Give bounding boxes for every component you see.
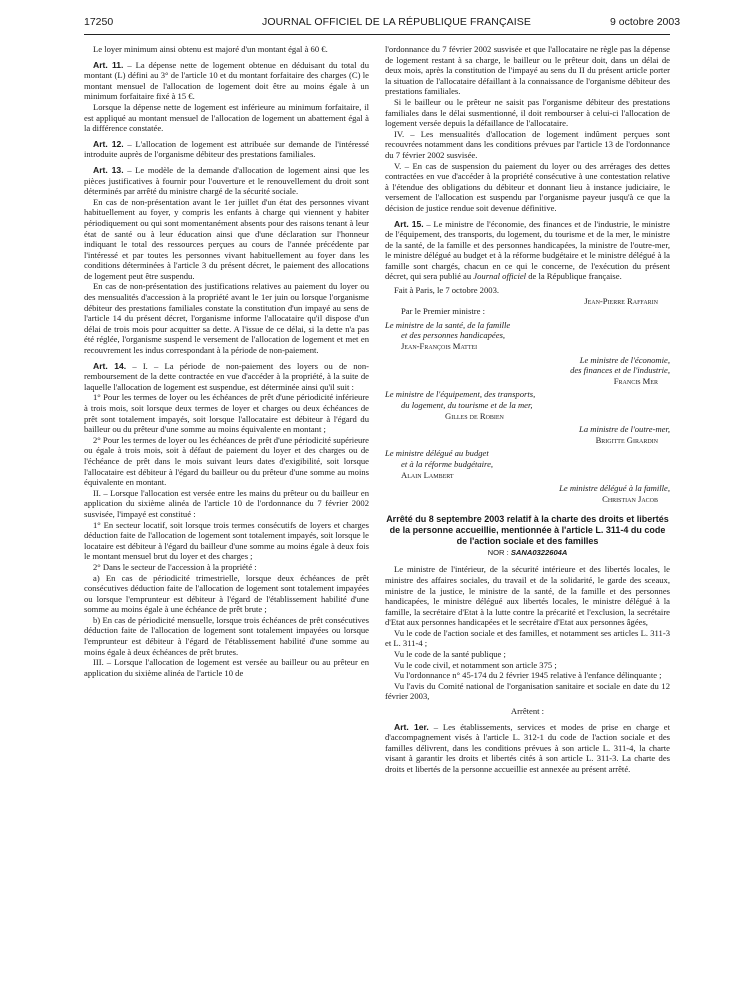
nor-reference xyxy=(385,548,670,559)
paragraph: Vu le code de l'action sociale et des familles, et notamment ses articles L. 311-3 et L. 311-4 ; xyxy=(385,627,670,649)
journal-reference: Journal officiel xyxy=(473,271,527,282)
paragraph: 2° Pour les termes de loyer ou les échéances de prêt d'une périodicité supérieure ou égale à trois mois, soit à défaut de paiement du loyer et des charges ou de l'échéance de prêt dans le mois suivant leurs dates d'exigibilité, soit lorsque l'allocataire est débiteur à l'égard du bailleur ou du prêteur d'une somme au moins équivalente en montant. xyxy=(84,434,369,488)
paragraph: Le loyer minimum ainsi obtenu est majoré d'un montant égal à 60 €. xyxy=(93,44,328,54)
paragraph: III. – Lorsque l'allocation de logement est versée au bailleur ou au prêteur en application du sixième alinéa de l'article 10 de xyxy=(84,657,369,678)
right-column xyxy=(385,44,670,984)
paragraph: 2° Dans le secteur de l'accession à la propriété : xyxy=(93,561,257,572)
article-14 xyxy=(84,361,369,393)
signature-block-equipement xyxy=(385,389,670,421)
signature-name: Francis Mer xyxy=(613,375,658,386)
article-label: Art. 14. xyxy=(93,360,127,371)
paragraph: a) En cas de périodicité trimestrielle, lorsque deux échéances de prêt consécutives déduction faite de l'allocation de logement sont totalement impayées ou lorsque l'emprunteur est débiteur à l'égard de l'établissement habilité d'une somme au moins égale à une échéance de prêt brute ; xyxy=(84,572,369,615)
signature-name: Alain Lambert xyxy=(401,469,454,480)
signature-role: Le ministre de l'économie, xyxy=(579,354,670,365)
signature-block-economie xyxy=(385,355,670,387)
article-text: – Le ministre de l'économie, des finances et de l'industrie, le ministre de l'équipement, des transports, du logement, du tourisme et de la mer, le ministre de la santé, de la famille et des personnes handicapées, la ministre de l'outre-mer, le ministre délégué au budget et à la réforme budgétaire et le ministre délégué à la famille sont chargés, chacun en ce qui le concerne, de l'exécution du présent décret, qui sera publié au xyxy=(385,218,670,282)
signature-name: Brigitte Girardin xyxy=(595,434,658,445)
paragraph: Vu le code civil, et notamment son article 375 ; xyxy=(394,659,557,670)
signature-role: Le ministre délégué au budget xyxy=(385,448,489,459)
paragraph: b) En cas de périodicité mensuelle, lorsque trois échéances de prêt consécutives déduction faite de l'allocation de logement sont totalement impayées ou lorsque l'emprunteur est débiteur à l'égard de l'établissement habilité d'une somme au moins égale à deux échéances de prêt brutes. xyxy=(84,614,369,657)
paragraph: 1° Pour les termes de loyer ou les échéances de prêt d'une périodicité inférieure à trois mois, soit lorsque deux termes de loyer et charges ou deux échéances de prêt sont totalement impayés, soit lorsque l'allocataire est débiteur à l'égard du bailleur ou du prêteur d'une somme au moins équivalente en montant ; xyxy=(84,392,369,435)
paragraph: Le ministre de l'intérieur, de la sécurité intérieure et des libertés locales, le ministre des affaires sociales, du travail et de la solidarité, le garde des sceaux, ministre de la justice, le ministre de la santé, de la famille et des personnes handicapées, le ministre délégué aux libertés locales, le ministre délégué à la famille, la secrétaire d'Etat à la lutte contre la précarité et l'exclusion, la secrétaire d'Etat aux personnes handicapées et le secrétaire d'Etat aux personnes âgées, xyxy=(385,564,670,628)
article-13 xyxy=(84,165,369,197)
signature-block-famille xyxy=(385,483,670,504)
paragraph: l'ordonnance du 7 février 2002 susvisée et que l'allocataire ne règle pas la dépense de logement restant à sa charge, le bailleur ou le prêteur doit, dans un délai de deux mois, après la constitution de l'impayé au sens du II du présent article porter la situation de l'allocataire défaillant à la connaissance de l'organisme débiteur des prestations familiales. xyxy=(385,44,670,97)
article-label: Art. 12. xyxy=(93,138,124,149)
header-rule xyxy=(84,34,670,35)
article-label: Art. 1er. xyxy=(394,721,429,732)
signature-role: des finances et de l'industrie, xyxy=(570,365,670,376)
nor-code: SANA0322604A xyxy=(510,547,568,557)
paragraph: Lorsque la dépense nette de logement est inférieure au minimum forfaitaire, il est appliqué au montant mensuel de l'allocation de logement un abattement égal à la différence constatée. xyxy=(84,101,369,134)
article-text: – La dépense nette de logement obtenue en déduisant du total du montant (L) défini au 3° de l'article 10 et du montant forfaitaire des charges (C) le montant mensuel de l'allocation de logement doit être au moins égale à un minimum forfaitaire fixé à 15 €. xyxy=(84,59,369,102)
arretent-heading: Arrêtent : xyxy=(510,706,545,717)
left-column xyxy=(84,44,369,984)
article-text: – Les établissements, services et modes de prise en charge et d'accompagnement visés à l'article L. 312-1 du code de l'action sociale et des familles délivrent, dans les conditions prévues à son article L. 311-4, la charte visant à garantir les droits et libertés cités à son article L. 311-3. La charte des droits et libertés de la personne accueillie est annexée au présent arrêté. xyxy=(385,721,670,775)
article-label: Art. 13. xyxy=(93,164,124,175)
signature-block-outre-mer xyxy=(385,424,670,445)
signature-role: Le ministre délégué à la famille, xyxy=(559,483,670,494)
nor-label: NOR : xyxy=(487,547,511,557)
article-text: – I. – La période de non-paiement des loyers ou de non-remboursement de la dette contractée en vue d'accéder à la propriété, à la suite de laquelle l'allocation de logement est suspendue, est déterminée ainsi qu'il suit : xyxy=(84,360,369,392)
article-15 xyxy=(385,219,670,283)
signature-role: et des personnes handicapées, xyxy=(401,330,506,341)
signature-role: La ministre de l'outre-mer, xyxy=(579,424,670,435)
signing-place-date: Fait à Paris, le 7 octobre 2003. xyxy=(394,285,500,296)
paragraph: IV. – Les mensualités d'allocation de logement indûment perçues sont recouvrées notamment dans les conditions prévues par l'article 13 de l'ordonnance du 7 février 2002 susvisée. xyxy=(385,128,670,160)
page-header xyxy=(0,14,750,34)
issue-date: 9 octobre 2003 xyxy=(610,16,681,28)
paragraph: Si le bailleur ou le prêteur ne saisit pas l'organisme débiteur des prestations familiales dans le délai susmentionné, il doit rembourser à celui-ci l'allocation de logement versée depuis la défaillance de l'allocataire. xyxy=(385,96,670,129)
paragraph: 1° En secteur locatif, soit lorsque trois termes consécutifs de loyers et charges déduction faite de l'allocation de logement sont totalement impayés, soit lorsque le locataire est débiteur à l'égard du bailleur d'une somme au moins égale à deux fois le montant mensuel brut du loyer et des charges ; xyxy=(84,519,369,562)
signature-name: Gilles de Robien xyxy=(445,410,504,421)
paragraph: En cas de non-présentation des justifications relatives au paiement du loyer ou des mensualités d'accession à la propriété avant le 1er juin ou lorsque l'organisme débiteur des prestations familiales constate la constitution d'un impayé au sens de l'article 14 du présent décret, l'organisme informe l'allocataire qu'il dispose d'un délai de trois mois pour acquitter sa dette. A l'issue de ce délai, si la dette n'a pas été réglée, l'organisme suspend le versement de l'allocation de logement et met en recouvrement les indus correspondant à la période de non-paiement. xyxy=(84,281,369,356)
article-text: – L'allocation de logement est attribuée sur demande de l'intéressé introduite auprès de l'organisme débiteur des prestations familiales. xyxy=(84,138,369,160)
arrete-title: Arrêté du 8 septembre 2003 relatif à la charte des droits et libertés de la personne accueillie, mentionnée à l'article L. 311-4 du code de l'action sociale et des familles xyxy=(386,514,669,546)
paragraph: Vu l'ordonnance n° 45-174 du 2 février 1945 relative à l'enfance délinquante ; xyxy=(394,670,662,681)
signature-role: du logement, du tourisme et de la mer, xyxy=(401,400,533,410)
article-text-end: de la République française. xyxy=(526,271,622,282)
signature-role: Le ministre de l'équipement, des transports, xyxy=(385,389,536,400)
signature-role: Le ministre de la santé, de la famille xyxy=(385,319,511,330)
article-12 xyxy=(84,139,369,160)
par-premier-ministre: Par le Premier ministre : xyxy=(401,306,486,317)
signature-block-budget xyxy=(385,448,670,480)
article-text: – Le modèle de la demande d'allocation de logement ainsi que les pièces justificatives à fournir pour l'ouverture et le renouvellement du droit sont déterminés par arrêté du ministre chargé de la sécurité sociale. xyxy=(84,164,369,197)
paragraph: Vu l'avis du Comité national de l'organisation sanitaire et sociale en date du 12 février 2003, xyxy=(385,680,670,702)
journal-title: JOURNAL OFFICIEL DE LA RÉPUBLIQUE FRANÇAISE xyxy=(262,16,531,28)
paragraph: V. – En cas de suspension du paiement du loyer ou des arrérages des dettes contractées en vue d'accéder à la propriété consécutive à une contestation relative à l'étendue des obligations du débiteur et donnant lieu à instance judiciaire, le versement de l'allocation est suspendu par l'organisme payeur jusqu'à ce que la décision de justice rendue soit devenue définitive. xyxy=(385,160,670,213)
signature-block-sante xyxy=(385,320,670,352)
signature-prime-minister: Jean-Pierre Raffarin xyxy=(584,295,658,306)
article-label: Art. 11. xyxy=(93,59,124,70)
signature-role: et à la réforme budgétaire, xyxy=(401,458,494,469)
paragraph: II. – Lorsque l'allocation est versée entre les mains du prêteur ou du bailleur en application du sixième alinéa de l'article 10 de l'ordonnance du 7 février 2002 susvisée, l'impayé est constitué : xyxy=(84,487,369,519)
paragraph: Vu le code de la santé publique ; xyxy=(394,649,506,660)
signature-name: Jean-François Mattei xyxy=(401,341,478,352)
paragraph: En cas de non-présentation avant le 1er juillet d'un état des personnes vivant habituellement au foyer, y compris les enfants à charge qui viennent y habiter périodiquement ou qui sont momentanément absents pour des raisons tenant à leur état de santé ou à leur éducation ainsi que d'une déclaration sur l'honneur indiquant le total des ressources perçues au cours de l'année précédente par l'intéressé et par toutes les personnes vivant habituellement au foyer dans les conditions déterminées à l'article 3 du présent décret, le paiement des allocations de logement peut être suspendu. xyxy=(84,196,369,281)
signature-name: Christian Jacob xyxy=(602,493,658,504)
article-11 xyxy=(84,60,369,102)
page-number: 17250 xyxy=(84,16,114,28)
article-label: Art. 15. xyxy=(394,218,424,229)
article-1 xyxy=(385,722,670,775)
